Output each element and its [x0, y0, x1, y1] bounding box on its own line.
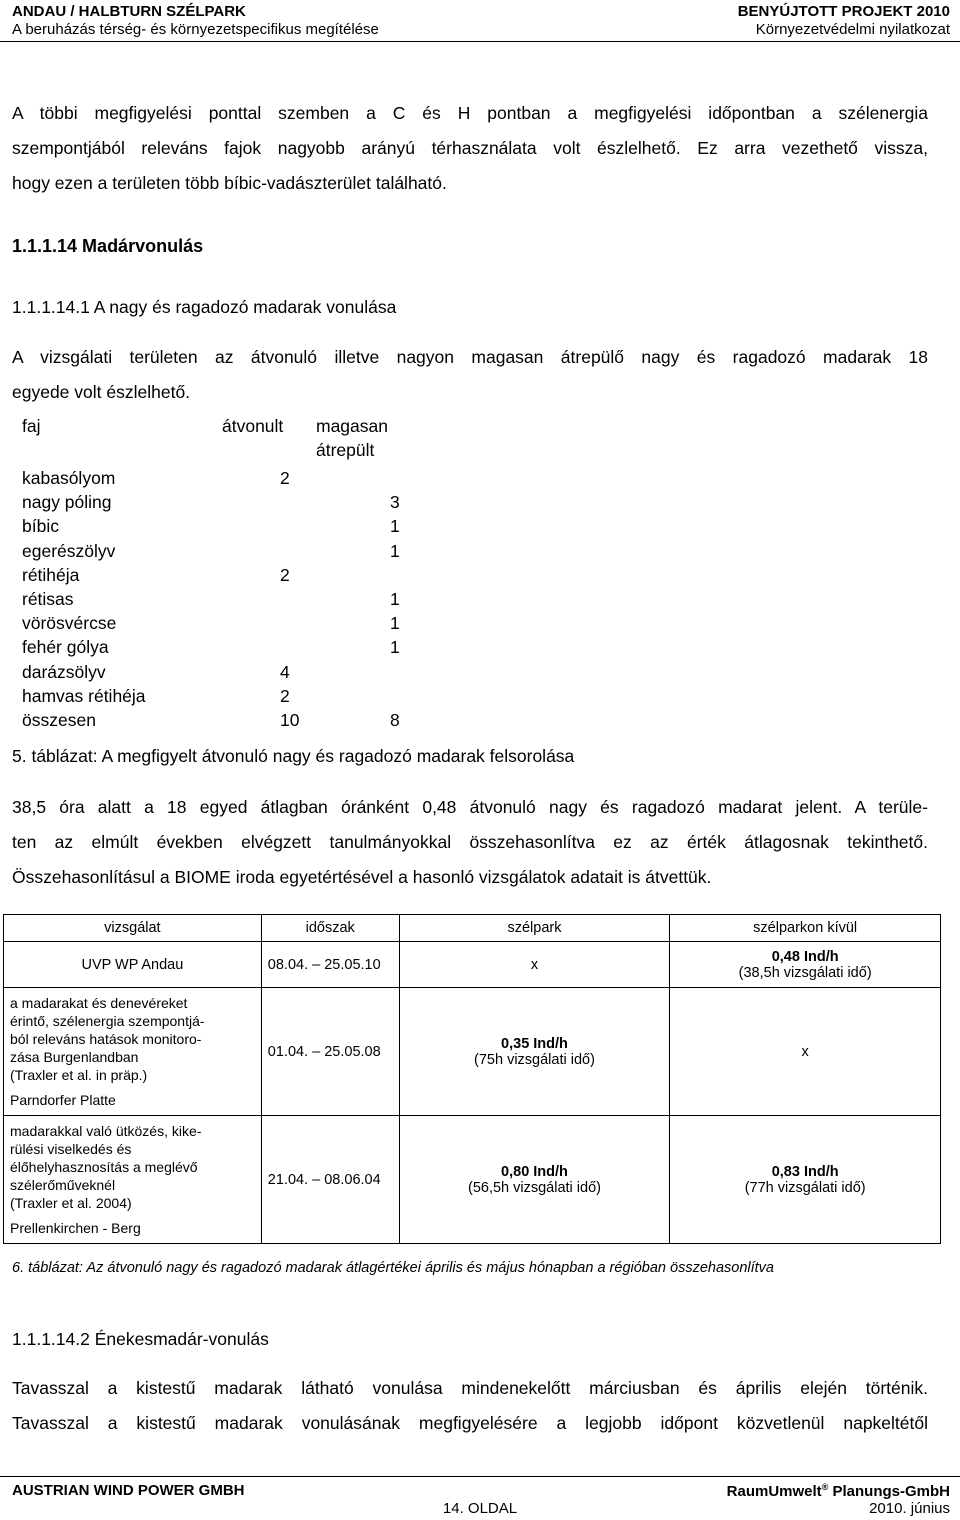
outside-cell [670, 1116, 941, 1244]
summary-paragraph [12, 790, 928, 895]
subsection-heading: 1.1.1.14.2 Énekesmadár-vonulás [12, 1329, 269, 1349]
study-line: érintő, szélenergia szempontjá- [10, 1013, 205, 1029]
section-heading: 1.1.1.14 Madárvonulás [12, 236, 204, 256]
column-header: időszak [261, 915, 399, 942]
column-header-species: faj [22, 416, 41, 436]
study-place: Prellenkirchen - Berg [10, 1220, 141, 1236]
paragraph-line: Összehasonlításul a BIOME iroda egyetértésével a hasonló vizsgálatok adatait is átvettük. [12, 867, 712, 887]
species-high-count: 1 [390, 540, 400, 561]
column-header-passed: átvonult [222, 416, 284, 436]
value-text: 0,83 Ind/h [771, 1163, 839, 1180]
column-header: vizsgálat [4, 915, 262, 942]
species-high-count: 1 [390, 613, 400, 634]
species-name: egerészölyv [22, 540, 116, 561]
species-high-count: 1 [390, 589, 400, 609]
inside-cell: x [399, 942, 670, 988]
species-passed-count: 4 [280, 661, 290, 682]
header-project-subtitle: A beruházás térség- és környezetspecifikus megítélése [12, 21, 379, 38]
column-header: szélpark [399, 915, 670, 942]
period-cell: 21.04. – 08.06.04 [261, 1116, 399, 1244]
column-header: szélparkon kívül [670, 915, 941, 942]
value-text: 0,48 Ind/h [771, 948, 839, 965]
note-text: (56,5h vizsgálati idő) [467, 1179, 601, 1196]
inside-cell [399, 1116, 670, 1244]
paragraph-line: A vizsgálati területen az átvonuló illetve nagyon magasan átrepülő nagy és ragadozó madarak 18 [12, 347, 928, 367]
study-line: szélerőműveknél [10, 1177, 116, 1193]
study-line: madarakkal való ütközés, kike- [10, 1123, 202, 1139]
paragraph-line: ten az elmúlt években elvégzett tanulmányokkal összehasonlítva ez az érték átlagosnak tekinthető. [12, 832, 928, 852]
footer-company: AUSTRIAN WIND POWER GMBH [12, 1482, 245, 1499]
intro-line: A többi megfigyelési ponttal szemben a C és H pontban a megfigyelési időpontban a szélenergia [12, 103, 928, 123]
outside-cell: x [670, 988, 941, 1116]
comparison-table-caption: 6. táblázat: Az átvonuló nagy és ragadozó madarak átlagértékei április és május hónapban a régióban összehasonlítva [12, 1260, 774, 1276]
period-cell: 08.04. – 25.05.10 [261, 942, 399, 988]
footer-author: RaumUmwelt® Planungs-GmbH [726, 1482, 950, 1500]
paragraph-line: egyede volt észlelhető. [12, 382, 191, 402]
species-name: nagy póling [22, 492, 112, 513]
comparison-table [3, 914, 941, 1244]
table-row [4, 942, 941, 988]
footer-date: 2010. június [869, 1500, 950, 1517]
subsection-paragraph [12, 340, 928, 410]
species-name: hamvas rétihéja [22, 685, 146, 706]
species-high-count: 8 [390, 710, 400, 730]
table-row [4, 988, 941, 1116]
species-high-count: 1 [390, 637, 400, 658]
species-name: kabasólyom [22, 468, 116, 488]
paragraph-line: Tavasszal a kistestű madarak vonulásának megfigyelésére a legjobb időpont közvetlenül napkeltétől [12, 1413, 928, 1433]
species-passed-count: 2 [280, 468, 290, 488]
species-passed-count: 2 [280, 685, 290, 706]
note-text: (77h vizsgálati idő) [744, 1179, 866, 1196]
intro-paragraph [12, 96, 928, 201]
paragraph-line: 38,5 óra alatt a 18 egyed átlagban óránként 0,48 átvonuló nagy és ragadozó madarat jelent. A terüle- [12, 797, 928, 817]
column-header-high-line2: átrepült [316, 440, 375, 460]
species-name: összesen [22, 710, 96, 730]
study-cell [4, 1116, 262, 1244]
outside-cell [670, 942, 941, 988]
intro-line: szempontjából releváns fajok nagyobb arányú térhasználata volt észlelhető. Ez arra vezethető vissza, [12, 138, 928, 158]
species-name: rétihéja [22, 564, 80, 585]
study-cell [4, 988, 262, 1116]
study-line: (Traxler et al. 2004) [10, 1195, 132, 1211]
header-project-title: ANDAU / HALBTURN SZÉLPARK [12, 3, 246, 20]
footer-divider [0, 1476, 960, 1477]
subsection-heading: 1.1.1.14.1 A nagy és ragadozó madarak vonulása [12, 297, 397, 317]
species-passed-count: 2 [280, 564, 290, 585]
study-place: Parndorfer Platte [10, 1092, 116, 1108]
table-row [4, 1116, 941, 1244]
species-passed-count: 10 [280, 710, 300, 730]
study-line: rülési viselkedés és [10, 1141, 132, 1157]
species-name: fehér gólya [22, 637, 109, 658]
study-line: zása Burgenlandban [10, 1049, 139, 1065]
study-cell: UVP WP Andau [4, 942, 262, 988]
footer-page-number: 14. OLDAL [442, 1500, 518, 1517]
note-text: (75h vizsgálati idő) [474, 1051, 595, 1068]
value-text: 0,35 Ind/h [501, 1035, 568, 1052]
study-line: ból releváns hatások monitoro- [10, 1031, 202, 1047]
study-line: a madarakat és denevéreket [10, 995, 188, 1011]
paragraph-line: Tavasszal a kistestű madarak látható vonulása mindenekelőtt márciusban és április elején történik. [12, 1378, 928, 1398]
study-line: (Traxler et al. in präp.) [10, 1067, 148, 1083]
note-text: (38,5h vizsgálati idő) [738, 964, 872, 981]
species-name: rétisas [22, 589, 74, 609]
intro-line: hogy ezen a területen több bíbic-vadászterület található. [12, 173, 447, 193]
value-text: 0,80 Ind/h [501, 1163, 568, 1180]
species-table-caption: 5. táblázat: A megfigyelt átvonuló nagy és ragadozó madarak felsorolása [12, 746, 575, 766]
period-cell: 01.04. – 25.05.08 [261, 988, 399, 1116]
column-header-high: magasan [316, 416, 388, 436]
species-name: bíbic [22, 516, 59, 537]
header-document-subtitle: Környezetvédelmi nyilatkozat [755, 21, 950, 38]
final-paragraph [12, 1371, 928, 1441]
species-name: darázsölyv [22, 661, 106, 682]
species-high-count: 3 [390, 492, 400, 513]
table-header-row [4, 915, 941, 942]
header-document-title: BENYÚJTOTT PROJEKT 2010 [737, 3, 950, 20]
species-name: vörösvércse [22, 613, 117, 634]
registered-mark: ® [821, 1482, 829, 1492]
header-divider [0, 41, 960, 42]
inside-cell [399, 988, 670, 1116]
species-high-count: 1 [390, 516, 400, 537]
study-line: élőhelyhasznosítás a meglévő [10, 1159, 198, 1175]
